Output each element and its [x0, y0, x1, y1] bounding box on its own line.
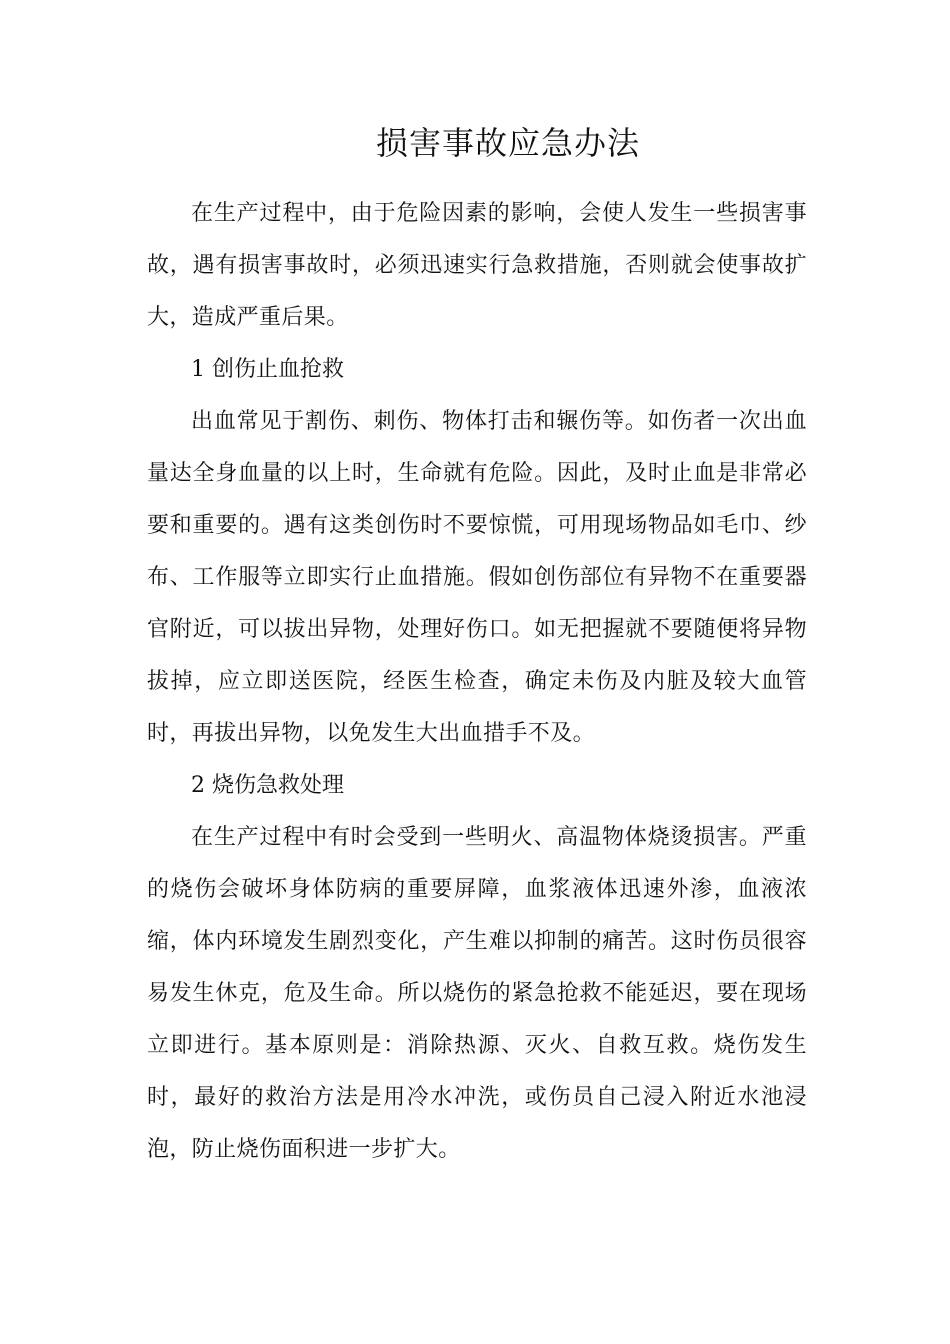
section-paragraph-wound-bleeding: 出血常见于割伤、刺伤、物体打击和辗伤等。如伤者一次出血量达全身血量的以上时，生命就有危险。因此，及时止血是非常必要和重要的。遇有这类创伤时不要惊慌，可用现场物品如毛巾、纱布、工作服等立即实行止血措施。假如创伤部位有异物不在重要器官附近，可以拔出异物，处理好伤口。如无把握就不要随便将异物拔掉，应立即送医院，经医生检查，确定未伤及内脏及较大血管时，再拔出异物，以免发生大出血措手不及。 [147, 409, 807, 746]
intro-paragraph: 在生产过程中，由于危险因素的影响，会使人发生一些损害事故，遇有损害事故时，必须迅速实行急救措施，否则就会使事故扩大，造成严重后果。 [147, 201, 807, 330]
section-heading-burn-treatment: 2 烧伤急救处理 [191, 773, 344, 798]
document-title: 损害事故应急办法 [375, 124, 640, 162]
section-heading-wound-bleeding: 1 创伤止血抢救 [191, 357, 344, 382]
section-paragraph-burn-treatment: 在生产过程中有时会受到一些明火、高温物体烧烫损害。严重的烧伤会破坏身体防病的重要屏障，血浆液体迅速外渗，血液浓缩，体内环境发生剧烈变化，产生难以抑制的痛苦。这时伤员很容易发生休克，危及生命。所以烧伤的紧急抢救不能延迟，要在现场立即进行。基本原则是：消除热源、灭火、自救互救。烧伤发生时，最好的救治方法是用冷水冲洗，或伤员自己浸入附近水池浸泡，防止烧伤面积进一步扩大。 [147, 825, 807, 1162]
document-body [147, 188, 807, 1176]
